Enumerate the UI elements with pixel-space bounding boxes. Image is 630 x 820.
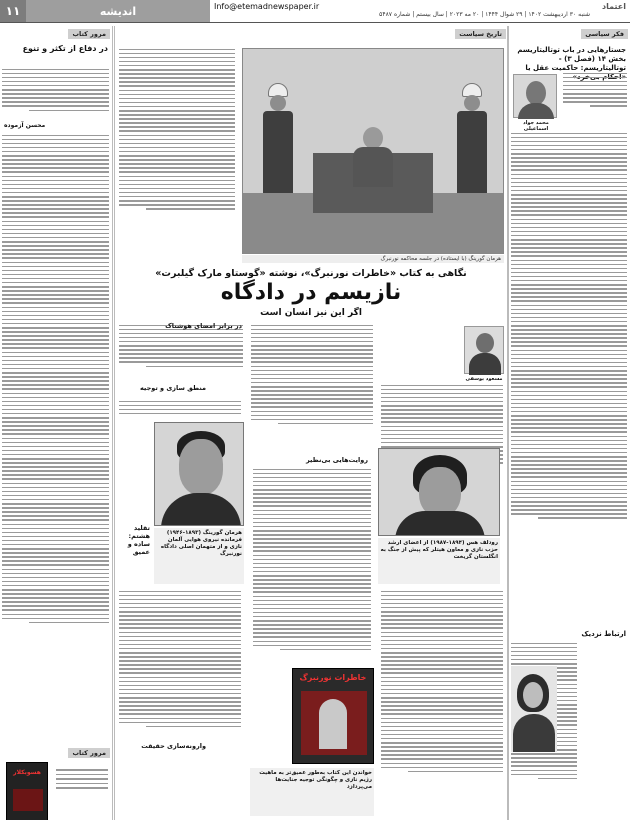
article-body-column-3c [116, 588, 244, 730]
right-column-author: محمد جواد اسماعیلی [523, 120, 549, 132]
article-headline: نازیسم در دادگاه [220, 280, 402, 305]
section-name: اندیشه [26, 0, 210, 22]
main-article-tag: تاریخ سیاست [455, 29, 506, 39]
book-info-text [54, 766, 110, 792]
left-column-body-text [0, 132, 112, 626]
book-review-tag: مرور کتاب [68, 748, 110, 758]
sidehead-unique-narratives: روایت‌هایی بی‌نظیر [305, 456, 368, 464]
nuremberg-diary-book-cover [292, 668, 374, 764]
right-column-body-text [508, 130, 630, 522]
nuremberg-trial-photo [242, 48, 504, 254]
article-body-column-2 [248, 322, 376, 427]
masthead-dateline: شنبه ۳۰ اردیبهشت ۱۴۰۲ | ۲۹ شوال ۱۴۴۴ | ۲۰ مه ۲۰۲۳ | سال بیستم | شماره ۵۴۸۷ [379, 11, 590, 18]
main-article-intro-text [116, 46, 238, 212]
author-portrait [513, 74, 557, 118]
left-column [0, 26, 113, 820]
main-article [116, 26, 506, 820]
masthead-rule [0, 22, 630, 23]
right-column-intro-text [560, 70, 630, 109]
sidehead-rationalization: منطق سازی و توجیه [139, 384, 206, 392]
article-kicker: نگاهی به کتاب «خاطرات نورنبرگ»، نوشته «گوستاو مارک گیلبرت» [155, 268, 467, 279]
columnist-photo [464, 326, 504, 374]
hermann-goring-portrait [154, 422, 244, 526]
goring-caption: هرمان گورینگ (۱۸۹۳-۱۹۴۶) فرمانده نیروی هوایی آلمان نازی و از متهمان اصلی دادگاه نورنبرگ [154, 528, 244, 584]
sidehead-horrific-signature: در برابر امضای هوشناک [165, 322, 242, 330]
newspaper-logo: اعتماد [602, 2, 626, 11]
left-column-author: محسن آزموده [4, 122, 46, 129]
masthead-email[interactable]: Info@etemadnewspaper.ir [214, 2, 320, 11]
left-column-title: در دفاع از تکثر و تنوع [22, 44, 108, 53]
hess-caption: رودلف هس (۱۸۹۴-۱۹۸۷) از اعضای ارشد حزب نازی و معاون هیتلر که پیش از جنگ به انگلستان گریخت [378, 538, 500, 584]
book-caption: خواندن این کتاب به‌طور عمیق‌تر به ماهیت رژیم نازی و چگونگی توجیه جنایت‌ها می‌پردازد [250, 768, 374, 816]
right-column-subheading: ارتباط نزدیک [581, 630, 626, 638]
sidehead-truth-reversal: وارونه‌سازی حقیقت [141, 742, 206, 750]
left-column-intro-text [0, 66, 112, 114]
article-body-column-1b [378, 588, 506, 775]
right-column-tag: فکر سیاسی [581, 29, 628, 39]
left-column-tag: مرور کتاب [68, 29, 110, 39]
page-number: ۱۱ [0, 0, 26, 22]
article-body-column-3b [116, 398, 244, 420]
book-cover-image [6, 762, 48, 820]
photo-caption: هرمان گورینگ (با ایستاده) در جلسه محاکمه نورنبرگ [242, 255, 504, 263]
right-column-title: جستارهایی در باب توتالیتاریسم بخش ۱۴ (فصل ۳) - توتالیتاریسم: حاکمیت عقل یا [517, 46, 626, 72]
masthead-section-bar [0, 0, 210, 22]
book-title: خاطرات نورنبرگ [299, 673, 367, 682]
right-column [508, 26, 630, 820]
column-rule-right [507, 26, 508, 820]
article-subhead: اگر این نیز انسان است [260, 308, 362, 318]
portrait-photo-woman [511, 666, 557, 752]
article-body-column-2b [250, 466, 374, 653]
book-cover-title: هسوبکلار [13, 769, 41, 776]
sidehead-simple-deep: تقلید هشتم: ساده و عمیق [127, 524, 150, 556]
columnist-name: مسعود یوسفی [465, 376, 503, 382]
rudolf-hess-portrait [378, 448, 500, 536]
masthead [0, 0, 630, 22]
column-rule-left [114, 26, 115, 820]
